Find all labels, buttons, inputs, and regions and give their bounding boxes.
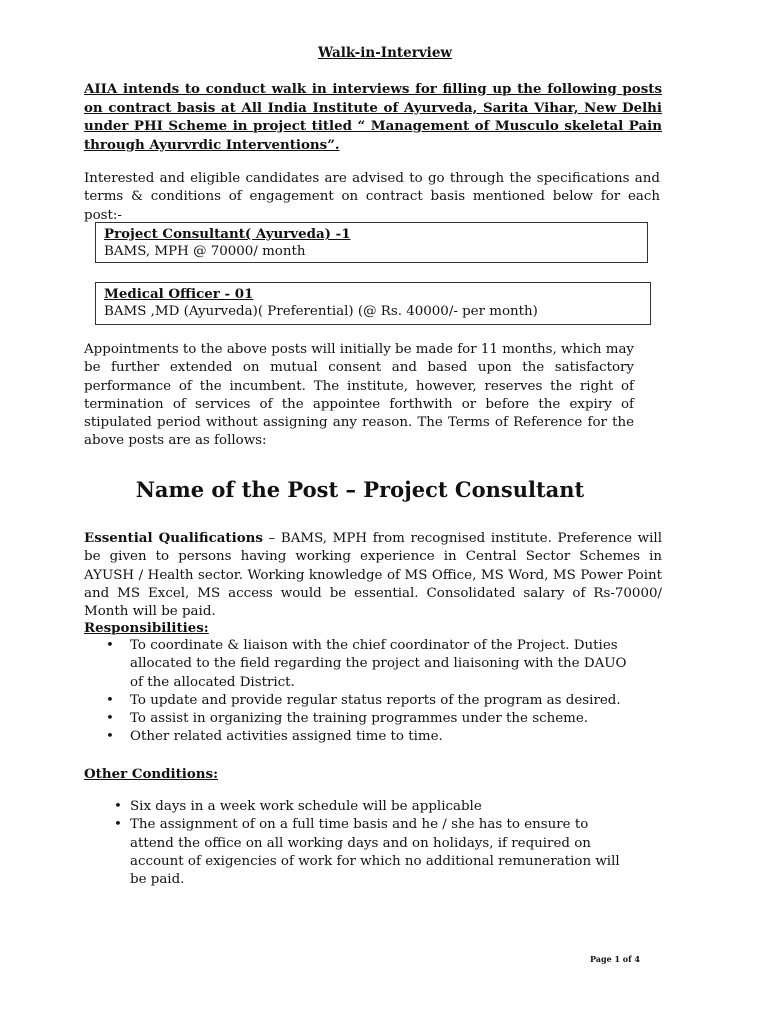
bullet-icon: • xyxy=(106,638,114,653)
bullet-icon: • xyxy=(106,711,114,727)
post-name: Project Consultant( Ayurveda) -1 xyxy=(104,226,351,242)
bullet-icon: • xyxy=(114,817,122,833)
list-item: • The assignment of on a full time basis and he / she has to ensure to attend the office on all working days and on holidays, if required on account of exigencies of work for which no additional remuneration will be paid. xyxy=(114,817,620,888)
responsibilities-heading: Responsibilities: xyxy=(84,620,209,636)
bullet-icon: • xyxy=(114,799,122,814)
essential-qualifications-text: – BAMS, MPH from recognised institute. Preference will be given to persons having working experience in Central Sector Schemes in AYUSH / Health sector. Working knowledge of MS Office, MS Word, MS Power Point and MS Excel, MS access would be essential. Consolidated salary of Rs-70000/ Month will be paid. xyxy=(84,531,662,620)
list-item: • Six days in a week work schedule will be applicable xyxy=(84,798,636,816)
responsibilities-list xyxy=(84,637,628,747)
advice-paragraph: Interested and eligible candidates are advised to go through the specifications and terms & conditions of engagement on contract basis mentioned below for each post:- xyxy=(84,171,660,223)
essential-qualifications xyxy=(84,529,662,621)
list-item: • To update and provide regular status reports of the program as desired. xyxy=(84,692,628,710)
post-section-title: Name of the Post – Project Consultant xyxy=(135,477,585,502)
post-detail: BAMS ,MD (Ayurveda)( Preferential) (@ Rs. 40000/- per month) xyxy=(104,304,538,320)
intro-paragraph: AIIA intends to conduct walk in interviews for filling up the following posts on contract basis at All India Institute of Ayurveda, Sarita Vihar, New Delhi under PHI Scheme in project titled “ Management of Musculo skeletal Pain through Ayurvrdic Interventions”. xyxy=(84,81,662,153)
post-detail: BAMS, MPH @ 70000/ month xyxy=(104,244,306,260)
post-box-medical-officer xyxy=(95,282,651,325)
post-box-project-consultant xyxy=(95,222,648,263)
page-title: Walk-in-Interview xyxy=(317,45,453,61)
other-conditions-list xyxy=(84,798,636,889)
post-name: Medical Officer - 01 xyxy=(104,286,254,302)
appointments-paragraph: Appointments to the above posts will initially be made for 11 months, which may be further extended on mutual consent and based upon the satisfactory performance of the incumbent. The institute, however, reserves the right of termination of services of the appointee forthwith or before the expiry of stipulated period without assigning any reason. The Terms of Reference for the above posts are as follows: xyxy=(84,342,634,449)
bullet-icon: • xyxy=(106,729,114,745)
list-item: • To assist in organizing the training programmes under the scheme. xyxy=(84,710,628,728)
list-item: • To coordinate & liaison with the chief coordinator of the Project. Duties allocated to the field regarding the project and liaisoning with the DAUO of the allocated District. xyxy=(106,638,627,690)
page-number: Page 1 of 4 xyxy=(590,954,640,964)
list-item: • Other related activities assigned time to time. xyxy=(84,728,628,746)
other-conditions-heading: Other Conditions: xyxy=(84,766,219,782)
essential-qualifications-label: Essential Qualifications xyxy=(84,530,263,546)
bullet-icon: • xyxy=(106,692,114,708)
